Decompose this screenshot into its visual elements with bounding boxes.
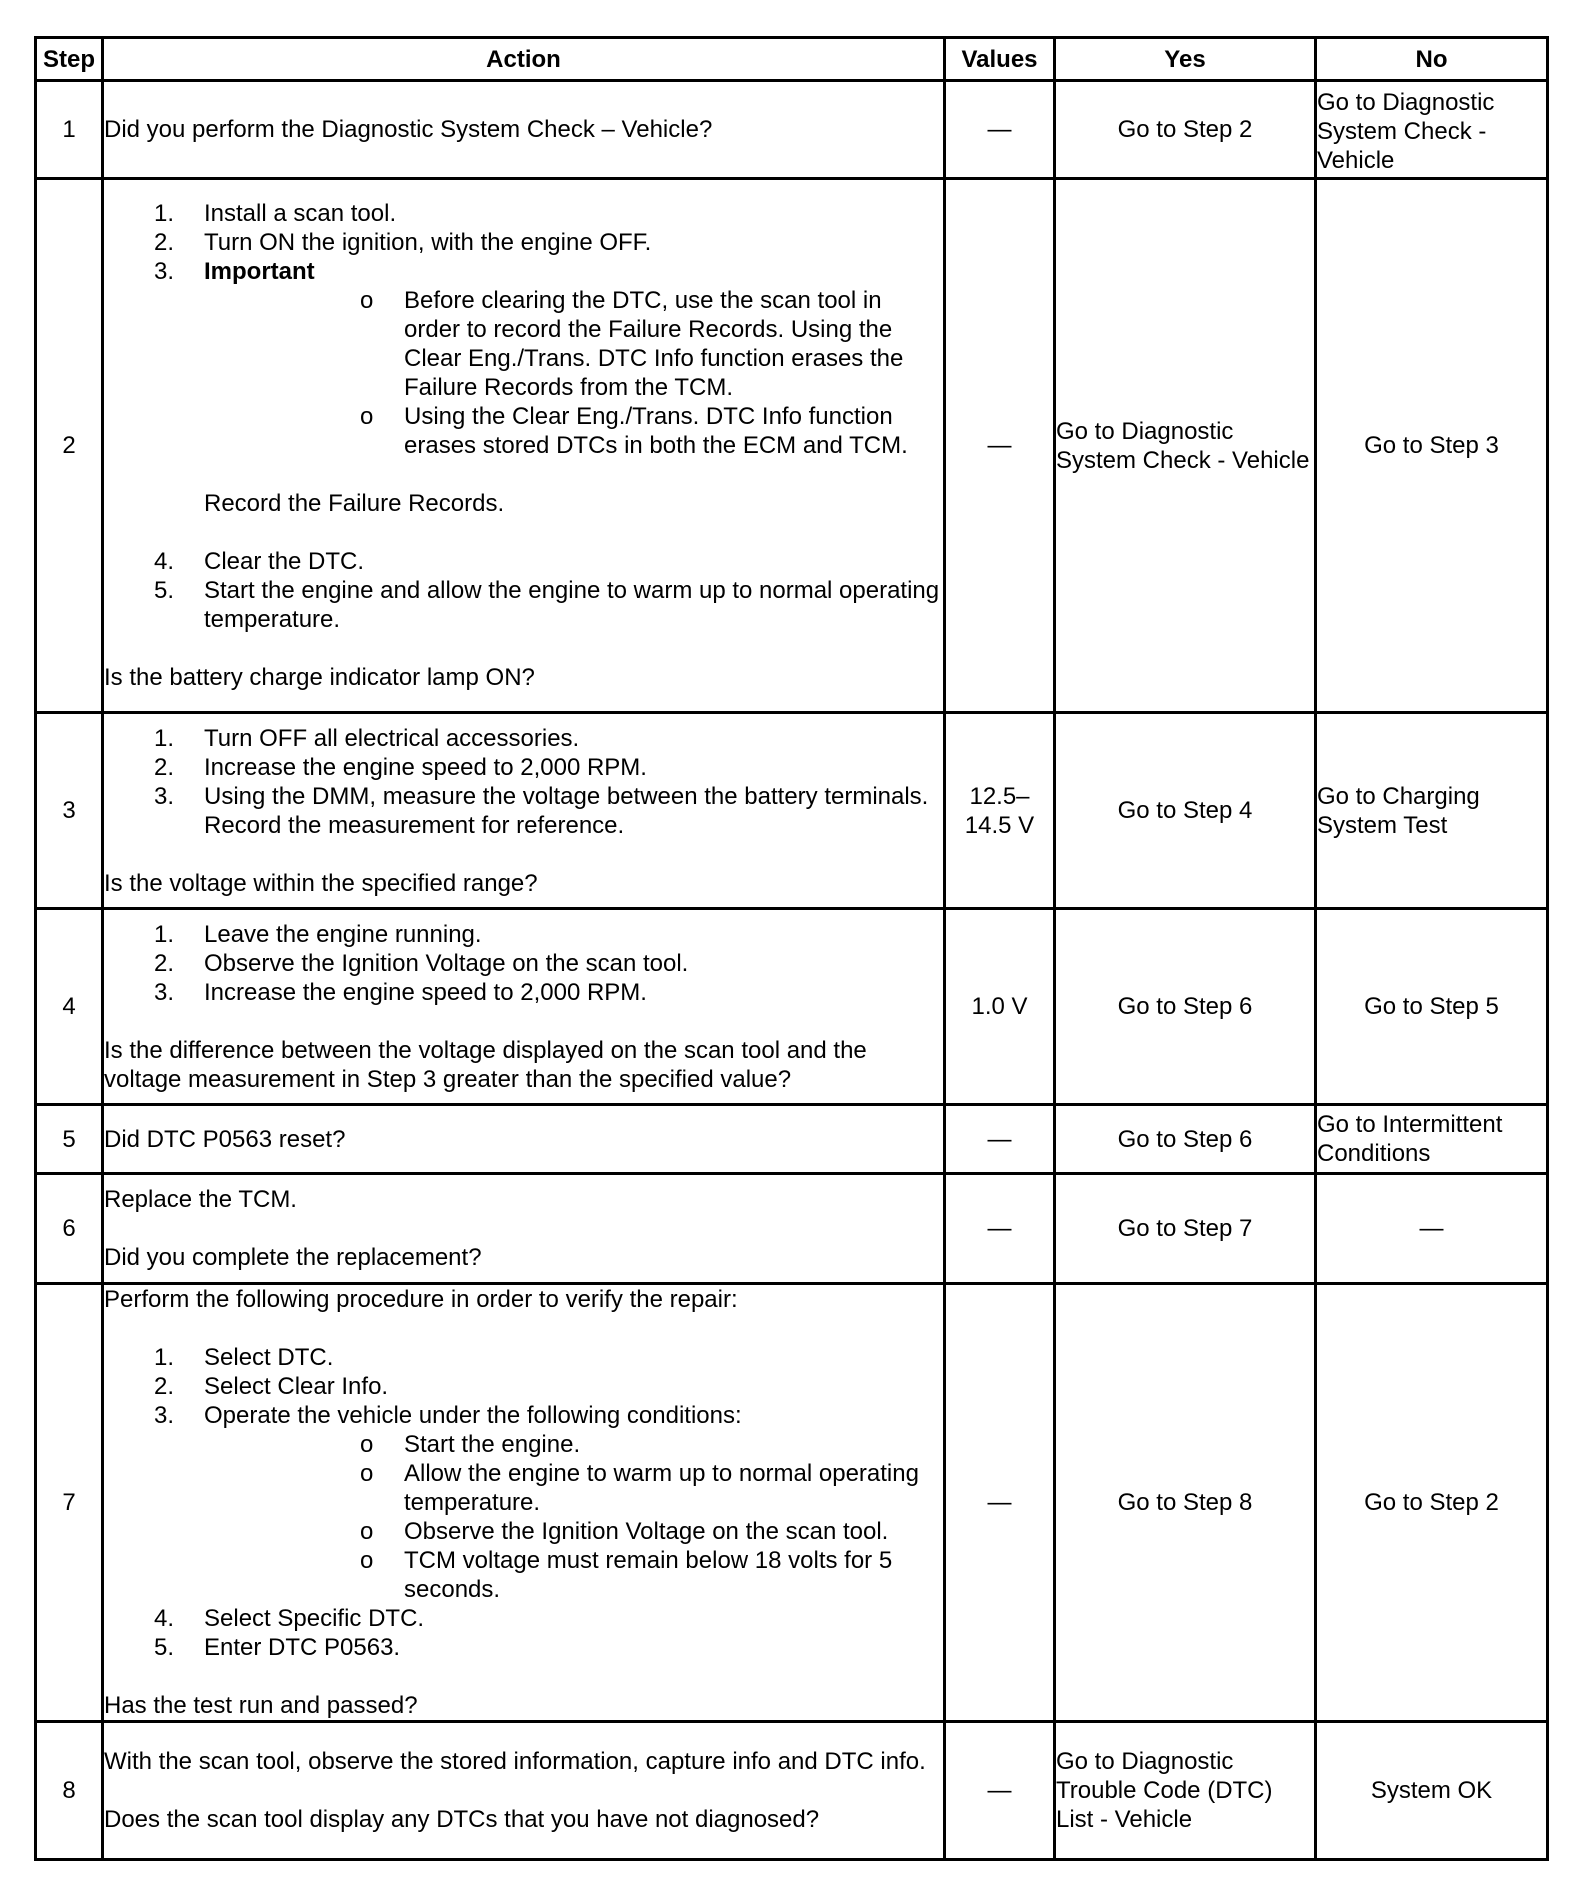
- step-number: 7: [36, 1284, 103, 1722]
- list-item: 3. Operate the vehicle under the following conditions: o Start the engine. o Allow the engine to warm up to normal operating temperature. o Observe the Ignition Voltage on the scan tool. o TCM voltage must remain below 18 volts for 5 seconds.: [104, 1401, 943, 1604]
- list-item: o Observe the Ignition Voltage on the scan tool.: [360, 1518, 889, 1545]
- list-item: o Using the Clear Eng./Trans. DTC Info function erases stored DTCs in both the ECM and TCM.: [360, 403, 908, 459]
- yes-cell: Go to Step 7: [1055, 1174, 1316, 1284]
- bullet: o: [360, 1547, 374, 1574]
- list-number: 1.: [154, 1344, 175, 1371]
- list-item: 5. Start the engine and allow the engine to warm up to normal operating temperature.: [154, 577, 940, 633]
- table-row: [36, 1105, 1548, 1174]
- bullet: o: [360, 1518, 374, 1545]
- table-row: [36, 1722, 1548, 1860]
- list-item: 2. Increase the engine speed to 2,000 RPM.: [154, 753, 647, 781]
- list-number: 3.: [154, 978, 175, 1006]
- table-row: [36, 1284, 1548, 1722]
- action-cell: [103, 179, 945, 713]
- list-item: 1. Turn OFF all electrical accessories.: [154, 724, 580, 752]
- question: Does the scan tool display any DTCs that you have not diagnosed?: [104, 1806, 820, 1833]
- note-text: Record the Failure Records.: [204, 490, 505, 517]
- list-item: 4. Clear the DTC.: [154, 548, 365, 575]
- bullet: o: [360, 287, 374, 314]
- list-number: 3.: [154, 258, 175, 285]
- action-cell: [103, 1174, 945, 1284]
- procedure-list: [104, 724, 943, 840]
- procedure-list: [104, 1343, 943, 1662]
- question: Has the test run and passed?: [104, 1692, 418, 1719]
- list-item: o Allow the engine to warm up to normal operating temperature.: [360, 1460, 919, 1516]
- list-item: 3. Increase the engine speed to 2,000 RPM.: [154, 978, 647, 1006]
- action-cell: [103, 909, 945, 1105]
- list-number: 1.: [154, 200, 175, 227]
- list-item: 2. Select Clear Info.: [154, 1373, 389, 1400]
- header-step: Step: [36, 38, 103, 81]
- question: Did you perform the Diagnostic System Check – Vehicle?: [104, 116, 713, 143]
- no-cell: System OK: [1316, 1722, 1548, 1860]
- value-cell: —: [945, 81, 1055, 179]
- no-cell: Go to Charging System Test: [1316, 713, 1548, 909]
- list-number: 3.: [154, 1402, 175, 1429]
- no-cell: —: [1316, 1174, 1548, 1284]
- yes-cell: Go to Step 4: [1055, 713, 1316, 909]
- yes-cell: Go to Step 6: [1055, 909, 1316, 1105]
- table-row: [36, 81, 1548, 179]
- value-cell: 1.0 V: [945, 909, 1055, 1105]
- list-item: 3. Using the DMM, measure the voltage between the battery terminals. Record the measurement for reference.: [154, 782, 929, 839]
- step-number: 8: [36, 1722, 103, 1860]
- list-number: 2.: [154, 949, 175, 977]
- list-item: o Before clearing the DTC, use the scan tool in order to record the Failure Records. Using the Clear Eng./Trans. DTC Info function erases the Failure Records from the TCM.: [360, 287, 904, 401]
- action-cell: [103, 1284, 945, 1722]
- question: Is the battery charge indicator lamp ON?: [104, 664, 535, 691]
- important-label: Important: [204, 258, 315, 285]
- action-text: Replace the TCM.: [104, 1186, 297, 1213]
- action-cell: [103, 713, 945, 909]
- value-cell: —: [945, 1174, 1055, 1284]
- list-item: 4. Select Specific DTC.: [154, 1605, 425, 1632]
- no-cell: Go to Intermittent Conditions: [1316, 1105, 1548, 1174]
- yes-cell: Go to Step 6: [1055, 1105, 1316, 1174]
- action-text: With the scan tool, observe the stored information, capture info and DTC info.: [104, 1748, 926, 1775]
- bullet: o: [360, 1431, 374, 1458]
- list-item: 5. Enter DTC P0563.: [154, 1634, 401, 1661]
- sub-list: [204, 286, 943, 460]
- step-number: 2: [36, 179, 103, 713]
- action-cell: [103, 1105, 945, 1174]
- header-no: No: [1316, 38, 1548, 81]
- action-cell: [103, 81, 945, 179]
- list-item: 1. Leave the engine running.: [154, 920, 482, 948]
- yes-cell: Go to Step 8: [1055, 1284, 1316, 1722]
- list-item: o Start the engine.: [360, 1431, 581, 1458]
- list-item: 1. Select DTC.: [154, 1344, 334, 1371]
- no-cell: Go to Diagnostic System Check - Vehicle: [1316, 81, 1548, 179]
- value-cell: —: [945, 1722, 1055, 1860]
- question: Did DTC P0563 reset?: [104, 1125, 346, 1153]
- header-action: Action: [103, 38, 945, 81]
- question: Is the voltage within the specified range?: [104, 869, 538, 897]
- bullet: o: [360, 403, 374, 430]
- list-number: 4.: [154, 1605, 175, 1632]
- question: Did you complete the replacement?: [104, 1244, 482, 1271]
- diagnostic-table: [34, 36, 1549, 1861]
- value-cell: —: [945, 1105, 1055, 1174]
- no-cell: Go to Step 2: [1316, 1284, 1548, 1722]
- table-row: [36, 179, 1548, 713]
- step-number: 5: [36, 1105, 103, 1174]
- step-number: 4: [36, 909, 103, 1105]
- yes-cell: Go to Diagnostic System Check - Vehicle: [1055, 179, 1316, 713]
- intro-text: Perform the following procedure in order to verify the repair:: [104, 1286, 738, 1313]
- value-cell: —: [945, 1284, 1055, 1722]
- list-item: [104, 257, 943, 547]
- header-yes: Yes: [1055, 38, 1316, 81]
- bullet: o: [360, 1460, 374, 1487]
- step-number: 1: [36, 81, 103, 179]
- list-number: 4.: [154, 548, 175, 575]
- list-number: 3.: [154, 782, 175, 810]
- table-row: [36, 713, 1548, 909]
- yes-cell: Go to Step 2: [1055, 81, 1316, 179]
- no-cell: Go to Step 5: [1316, 909, 1548, 1105]
- list-item: o TCM voltage must remain below 18 volts for 5 seconds.: [360, 1547, 893, 1603]
- step-number: 3: [36, 713, 103, 909]
- list-number: 2.: [154, 229, 175, 256]
- list-number: 2.: [154, 753, 175, 781]
- list-item: 1. Install a scan tool.: [154, 200, 397, 227]
- table-row: [36, 1174, 1548, 1284]
- action-cell: [103, 1722, 945, 1860]
- question: Is the difference between the voltage displayed on the scan tool and the voltage measurement in Step 3 greater than the specified value?: [104, 1036, 867, 1093]
- list-number: 1.: [154, 920, 175, 948]
- step-number: 6: [36, 1174, 103, 1284]
- procedure-list: [104, 920, 943, 1007]
- yes-cell: Go to Diagnostic Trouble Code (DTC) List - Vehicle: [1055, 1722, 1316, 1860]
- list-number: 5.: [154, 1634, 175, 1661]
- header-row: [36, 38, 1548, 81]
- table-row: [36, 909, 1548, 1105]
- list-item: 2. Turn ON the ignition, with the engine OFF.: [154, 229, 652, 256]
- list-number: 2.: [154, 1373, 175, 1400]
- sub-list: [204, 1430, 943, 1604]
- value-cell: 12.5–14.5 V: [945, 713, 1055, 909]
- value-cell: —: [945, 179, 1055, 713]
- list-number: 1.: [154, 724, 175, 752]
- list-item: 2. Observe the Ignition Voltage on the scan tool.: [154, 949, 689, 977]
- procedure-list: [104, 199, 943, 634]
- list-number: 5.: [154, 577, 175, 604]
- header-values: Values: [945, 38, 1055, 81]
- no-cell: Go to Step 3: [1316, 179, 1548, 713]
